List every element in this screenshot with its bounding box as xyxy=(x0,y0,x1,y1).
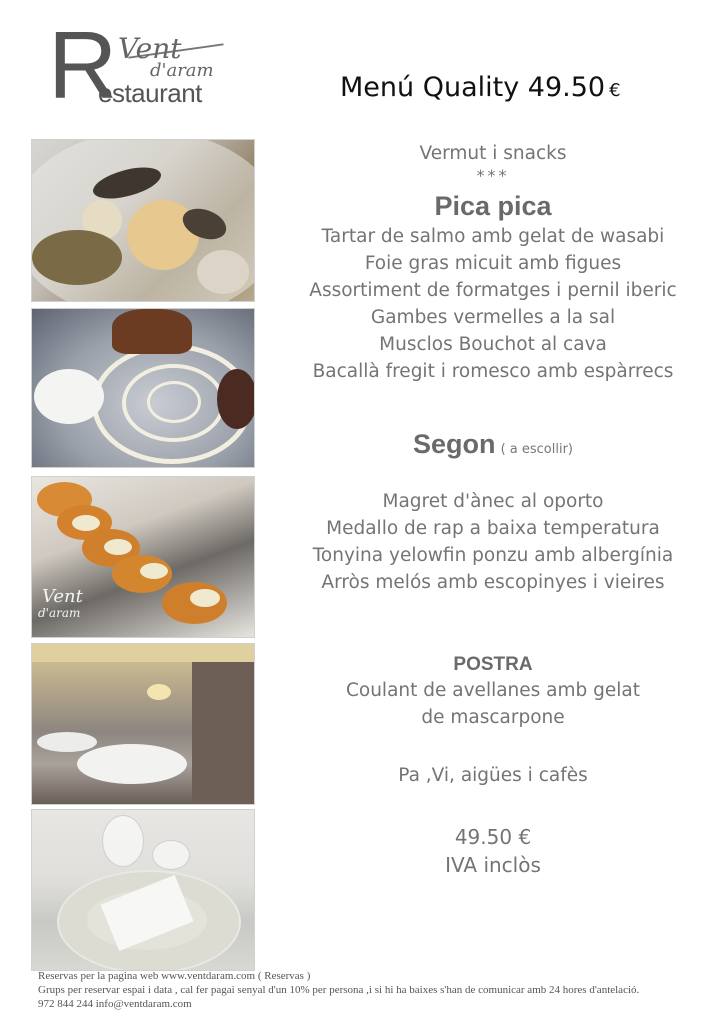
starter-line: Vermut i snacks xyxy=(419,143,567,164)
photo-watermark: Vent d'aram xyxy=(38,586,83,620)
postra-section xyxy=(293,653,693,731)
segon-subheading: ( a escollir) xyxy=(500,442,574,457)
pica-item: Bacallà fregit i romesco amb espàrrecs xyxy=(312,361,674,382)
postra-item: de mascarpone xyxy=(421,707,565,728)
photo-dining-room xyxy=(31,643,255,805)
footer xyxy=(38,969,639,1011)
pica-item: Assortiment de formatges i pernil iberic xyxy=(309,280,677,301)
menu-title xyxy=(340,72,621,103)
footer-groups-line: Grups per reservar espai i data , cal fer pagai senyal d'un 10% per persona ,i si hi ha baixes s'han de comunicar amb 24 hores d'antelació. xyxy=(38,984,640,996)
drinks-line-wrap xyxy=(293,762,693,789)
segon-section xyxy=(293,426,693,468)
logo-daram: d'aram xyxy=(150,60,214,81)
segon-items xyxy=(293,488,693,596)
photo-croquettes-dish xyxy=(31,476,255,638)
photo-table-setting xyxy=(31,809,255,971)
postra-heading: POSTRA xyxy=(453,654,533,675)
pica-item: Tartar de salmo amb gelat de wasabi xyxy=(321,226,665,247)
logo-estaurant: estaurant xyxy=(98,78,202,108)
price-section xyxy=(293,823,693,879)
postra-item: Coulant de avellanes amb gelat xyxy=(345,680,641,701)
segon-item: Tonyina yelowfin ponzu amb albergínia xyxy=(312,545,674,566)
footer-contact-line: 972 844 244 info@ventdaram.com xyxy=(38,998,192,1010)
price-line: 49.50 € xyxy=(454,825,532,849)
pica-item: Musclos Bouchot al cava xyxy=(379,334,607,355)
stars-separator: *** xyxy=(476,166,510,185)
pica-item: Foie gras micuit amb figues xyxy=(364,253,622,274)
menu-title-text: Menú Quality 49.50 xyxy=(340,72,606,103)
segon-item: Arròs melós amb escopinyes i vieires xyxy=(321,572,665,593)
pica-item: Gambes vermelles a la sal xyxy=(370,307,616,328)
footer-reservations-line: Reservas per la pagina web www.ventdaram.com ( Reservas ) xyxy=(38,970,311,982)
menu-title-currency: € xyxy=(609,80,621,101)
photo-scallops-truffle-dish xyxy=(31,139,255,302)
logo-vent: Vent xyxy=(118,32,182,65)
menu-body xyxy=(293,140,693,385)
segon-item: Magret d'ànec al oporto xyxy=(382,491,604,512)
segon-heading: Segon xyxy=(412,429,496,459)
drinks-line: Pa ,Vi, aigües i cafès xyxy=(398,765,588,786)
logo-letter-r: R xyxy=(48,12,116,119)
pica-heading: Pica pica xyxy=(434,191,552,221)
photo-chocolate-dessert-dish xyxy=(31,308,255,468)
segon-item: Medallo de rap a baixa temperatura xyxy=(326,518,660,539)
vat-line: IVA inclòs xyxy=(445,853,541,877)
